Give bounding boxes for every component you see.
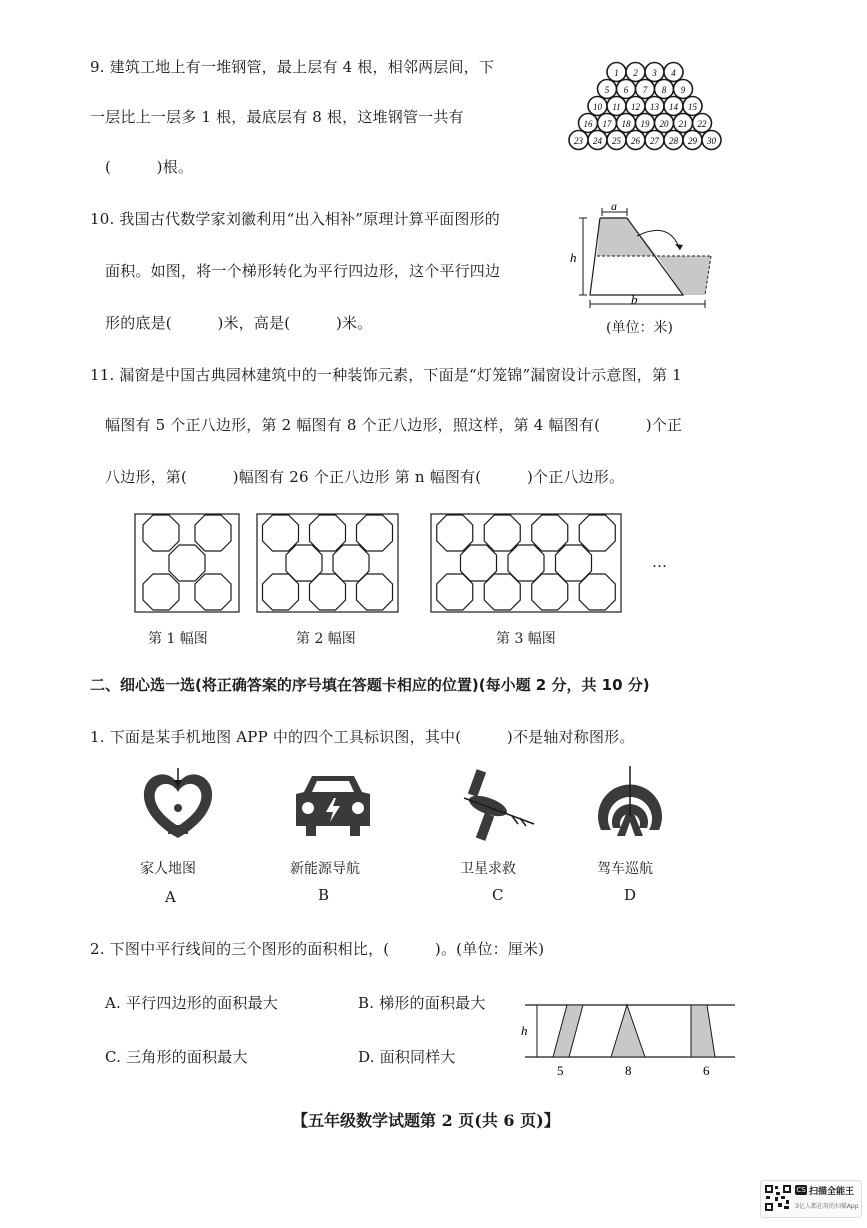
pipe-number: 6	[623, 85, 629, 95]
label-a: a	[611, 199, 617, 213]
option-c-letter: C	[492, 886, 504, 904]
base-label-triangle: 8	[625, 1063, 632, 1078]
window-figure-1	[134, 513, 240, 613]
p2-option-c: C. 三角形的面积最大	[105, 1048, 248, 1066]
q10-line-2: 面积。如图，将一个梯形转化为平行四边形，这个平行四边	[105, 262, 501, 280]
pipe-number: 23	[574, 136, 583, 146]
ellipsis: …	[652, 553, 668, 571]
octagon	[579, 515, 615, 551]
p2-option-d: D. 面积同样大	[358, 1048, 456, 1066]
octagon	[556, 545, 592, 581]
pipe-number: 15	[688, 102, 697, 112]
q11-line-3: 八边形，第( )幅图有 26 个正八边形 第 n 幅图有( )个正八边形。	[105, 468, 625, 486]
page-footer: 【五年级数学试题第 2 页(共 6 页)】	[292, 1111, 560, 1130]
cruise-target-icon	[593, 766, 667, 838]
p2-option-b: B. 梯形的面积最大	[358, 994, 486, 1012]
section-2-heading: 二、细心选一选(将正确答案的序号填在答题卡相应的位置)(每小题 2 分，共 10 分)	[90, 676, 650, 694]
octagon	[310, 574, 346, 610]
pipe-number: 27	[650, 136, 659, 146]
heart-family-icon	[140, 768, 216, 842]
pipe-number: 24	[593, 136, 602, 146]
pipe-number: 26	[631, 136, 640, 146]
pipe-number: 28	[669, 136, 678, 146]
scanner-watermark	[760, 1180, 862, 1218]
p2-question: 2. 下图中平行线间的三个图形的面积相比，( )。(单位：厘米)	[90, 940, 545, 958]
octagon	[484, 515, 520, 551]
pipe-number: 13	[650, 102, 659, 112]
pipe-stack-figure	[560, 60, 730, 160]
octagon	[532, 574, 568, 610]
caption-figure-2: 第 2 幅图	[296, 631, 356, 647]
window-figure-2	[256, 513, 399, 613]
option-b-name: 新能源导航	[290, 861, 360, 877]
parallel-lines-figure	[515, 995, 737, 1079]
pipe-number: 20	[659, 119, 669, 129]
qr-code-icon	[764, 1184, 792, 1212]
window-frame	[431, 514, 621, 612]
octagon	[143, 515, 179, 551]
caption-figure-1: 第 1 幅图	[148, 631, 208, 647]
pipe-number: 7	[642, 85, 648, 95]
q10-line-3: 形的底是( )米，高是( )米。	[105, 314, 373, 332]
octagon	[508, 545, 544, 581]
cs-badge-icon: CS	[796, 1186, 806, 1194]
q10-unit: (单位：米)	[606, 320, 673, 336]
pipe-number: 4	[671, 68, 676, 78]
electric-car-icon	[290, 770, 376, 840]
q9-line-1: 9. 建筑工地上有一堆钢管，最上层有 4 根，相邻两层间，下	[90, 58, 495, 76]
octagon	[143, 574, 179, 610]
pipe-number: 18	[621, 119, 631, 129]
octagon	[195, 515, 231, 551]
label-b: b	[631, 292, 638, 307]
octagon	[437, 574, 473, 610]
octagon	[286, 545, 322, 581]
octagon	[437, 515, 473, 551]
pipe-number: 17	[602, 119, 612, 129]
q11-line-2: 幅图有 5 个正八边形，第 2 幅图有 8 个正八边形，照这样，第 4 幅图有( )个正	[105, 416, 683, 434]
option-a-letter: A	[165, 888, 177, 906]
octagon	[169, 545, 205, 581]
pipe-number: 3	[652, 68, 657, 78]
pipe-number: 29	[688, 136, 697, 146]
octagon	[195, 574, 231, 610]
octagon	[263, 515, 299, 551]
pipe-number: 11	[612, 102, 621, 112]
option-d-letter: D	[624, 886, 637, 904]
octagon	[310, 515, 346, 551]
caption-figure-3: 第 3 幅图	[496, 631, 556, 647]
p2-option-a: A. 平行四边形的面积最大	[105, 994, 278, 1012]
pipe-number: 1	[614, 68, 619, 78]
pipe-number: 25	[612, 136, 621, 146]
pipe-number: 9	[680, 85, 686, 95]
q11-line-1: 11. 漏窗是中国古典园林建筑中的一种装饰元素，下面是“灯笼锦”漏窗设计示意图，第 1	[90, 366, 682, 384]
pipe-number: 10	[593, 102, 602, 112]
octagon	[532, 515, 568, 551]
octagon	[357, 574, 393, 610]
q9-line-3: ( )根。	[105, 158, 194, 176]
octagon	[461, 545, 497, 581]
trapezoid-figure	[565, 200, 725, 320]
q10-line-1: 10. 我国古代数学家刘徽利用“出入相补”原理计算平面图形的	[90, 210, 500, 228]
watermark-title: 扫描全能王	[809, 1187, 855, 1197]
base-label-trapezoid: 6	[703, 1063, 710, 1078]
pipe-number: 14	[669, 102, 678, 112]
octagon	[357, 515, 393, 551]
window-figure-3	[430, 513, 622, 613]
window-frame	[135, 514, 239, 612]
p1-question: 1. 下面是某手机地图 APP 中的四个工具标识图，其中( )不是轴对称图形。	[90, 728, 635, 746]
option-c-name: 卫星求救	[460, 861, 516, 877]
pipe-number: 22	[697, 119, 707, 129]
octagon	[579, 574, 615, 610]
pipe-number: 16	[583, 119, 593, 129]
pipe-number: 19	[640, 119, 650, 129]
option-a-name: 家人地图	[140, 861, 196, 877]
octagon	[484, 574, 520, 610]
octagon	[263, 574, 299, 610]
label-h: h	[570, 250, 577, 265]
base-label-parallelogram: 5	[557, 1063, 564, 1078]
pipe-number: 5	[604, 85, 610, 95]
label-h-2: h	[521, 1023, 528, 1038]
pipe-number: 2	[633, 68, 638, 78]
pipe-number: 12	[631, 102, 640, 112]
option-b-letter: B	[318, 886, 330, 904]
pipe-number: 8	[661, 85, 667, 95]
watermark-subtitle: 3亿人都在用的扫描App	[795, 1203, 859, 1210]
q9-line-2: 一层比上一层多 1 根，最底层有 8 根，这堆钢管一共有	[90, 108, 464, 126]
satellite-icon	[458, 766, 538, 846]
octagon	[333, 545, 369, 581]
window-frame	[257, 514, 398, 612]
pipe-number: 30	[707, 136, 716, 146]
option-d-name: 驾车巡航	[597, 861, 653, 877]
pipe-number: 21	[678, 119, 688, 129]
